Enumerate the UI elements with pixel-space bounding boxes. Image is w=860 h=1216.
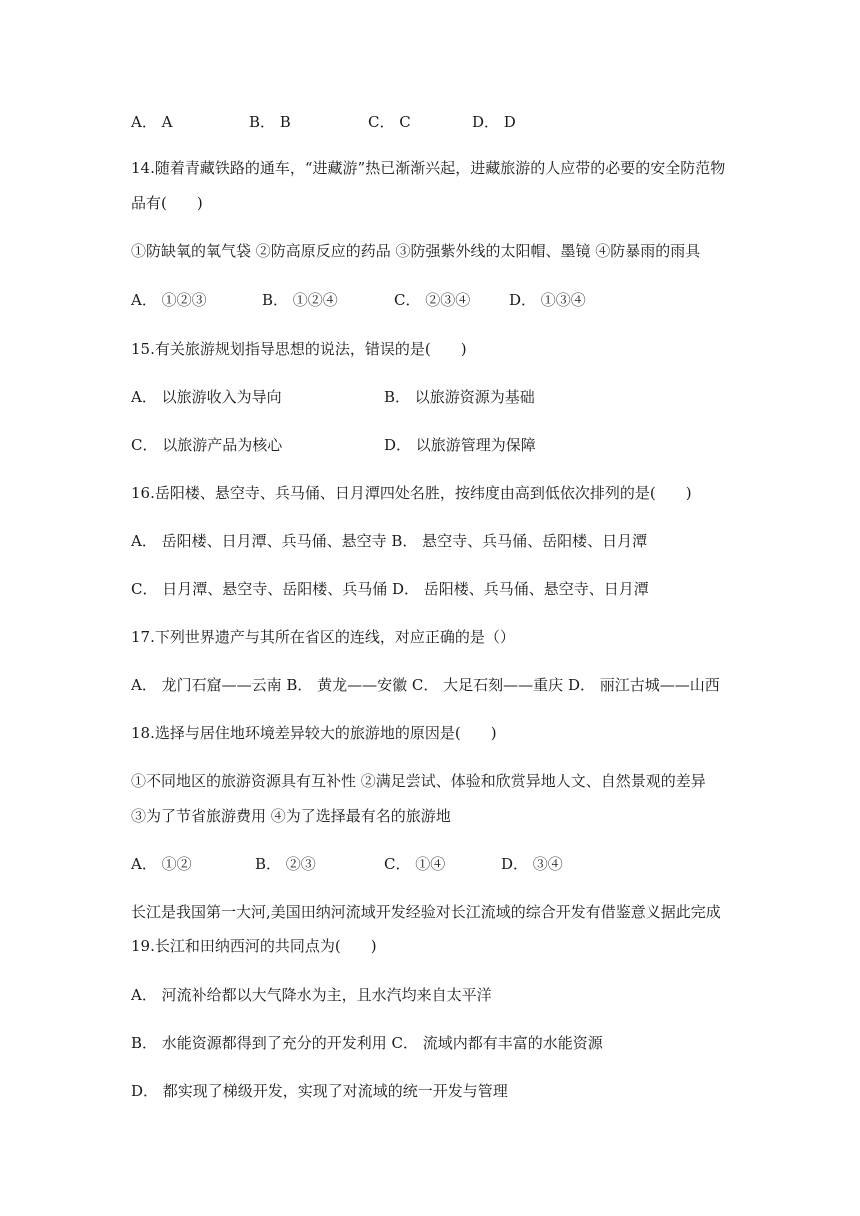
q18-option-a: A． ①② [131,855,192,873]
q15-stem: 15.有关旅游规划指导思想的说法，错误的是( ) [131,340,467,358]
q14-option-b: B． ①②④ [262,291,338,309]
q15-option-d: D． 以旅游管理为保障 [384,436,536,454]
q16-options-cd: C． 日月潭、悬空寺、岳阳楼、兵马俑 D． 岳阳楼、兵马俑、悬空寺、日月潭 [131,580,649,598]
q19-options-bc: B． 水能资源都得到了充分的开发利用 C． 流域内都有丰富的水能资源 [131,1034,603,1052]
q18-stem: 18.选择与居住地环境差异较大的旅游地的原因是( ) [131,724,497,742]
q15-option-a: A． 以旅游收入为导向 [131,388,282,406]
passage-intro: 长江是我国第一大河,美国田纳河流域开发经验对长江流域的综合开发有借鉴意义据此完成 [131,903,721,921]
q18-option-c: C． ①④ [384,855,446,873]
q13-option-c: C． C [368,113,411,131]
q19-option-d: D． 都实现了梯级开发，实现了对流域的统一开发与管理 [131,1082,508,1100]
q13-option-a: A． A [131,113,173,131]
q17-stem: 17.下列世界遗产与其所在省区的连线，对应正确的是（） [131,628,515,646]
q14-stem-line1: 14.随着青藏铁路的通车，“进藏游”热已渐渐兴起，进藏旅游的人应带的必要的安全防范物 [131,159,726,177]
q19-stem: 19.长江和田纳西河的共同点为( ) [131,937,377,955]
q18-option-d: D． ③④ [501,855,563,873]
q14-items: ①防缺氧的氧气袋 ②防高原反应的药品 ③防强紫外线的太阳帽、墨镜 ④防暴雨的雨具 [131,242,701,260]
q13-option-d: D． D [472,113,516,131]
q18-option-b: B． ②③ [255,855,316,873]
q14-option-c: C． ②③④ [394,291,471,309]
q14-option-a: A． ①②③ [131,291,207,309]
q14-stem-line2: 品有( ) [131,194,203,212]
q18-items-line2: ③为了节省旅游费用 ④为了选择最有名的旅游地 [131,807,451,825]
q16-options-ab: A． 岳阳楼、日月潭、兵马俑、悬空寺 B． 悬空寺、兵马俑、岳阳楼、日月潭 [131,532,648,550]
q17-options: A． 龙门石窟——云南 B． 黄龙——安徽 C． 大足石刻——重庆 D． 丽江古城——山西 [131,676,720,694]
q14-option-d: D． ①③④ [509,291,586,309]
q18-items-line1: ①不同地区的旅游资源具有互补性 ②满足尝试、体验和欣赏异地人文、自然景观的差异 [131,772,706,790]
q13-option-b: B． B [249,113,291,131]
q15-option-c: C． 以旅游产品为核心 [131,436,283,454]
q16-stem: 16.岳阳楼、悬空寺、兵马俑、日月潭四处名胜，按纬度由高到低依次排列的是( ) [131,484,692,502]
q19-option-a: A． 河流补给都以大气降水为主，且水汽均来自太平洋 [131,986,492,1004]
q15-option-b: B． 以旅游资源为基础 [384,388,535,406]
